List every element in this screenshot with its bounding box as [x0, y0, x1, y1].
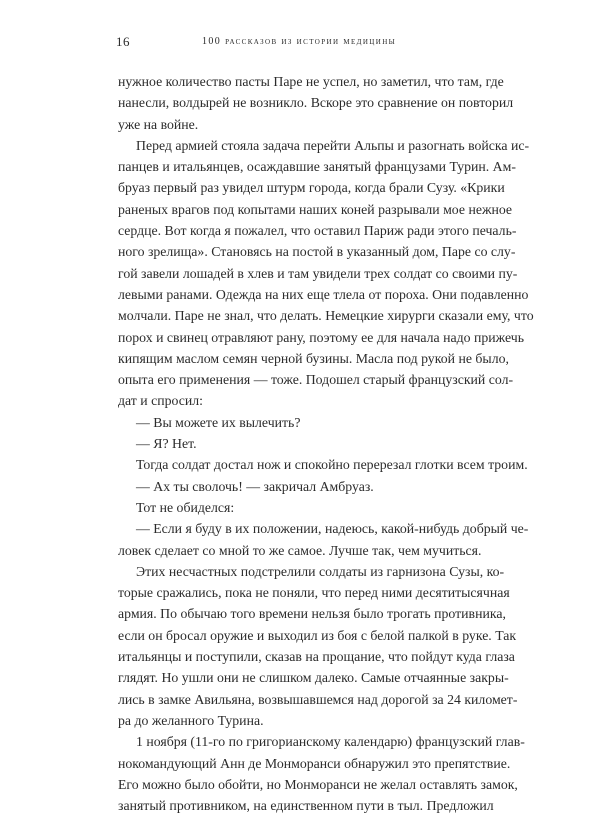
text-line: порох и свинец отравляют рану, поэтому ее для начала надо прижечь	[118, 329, 525, 345]
text-line: если он бросал оружие и выходил из боя с белой палкой в руке. Так	[118, 627, 517, 643]
text-line: гой завели лошадей в хлев и там увидели трех солдат со своими пу-	[118, 265, 518, 281]
text-line: молчали. Паре не знал, что делать. Немецкие хирурги сказали ему, что	[118, 308, 534, 324]
text-line: занятый противником, на единственном пути в тыл. Предложил	[118, 798, 494, 814]
text-line: Его можно было обойти, но Монморанси не желал оставлять замок,	[118, 776, 518, 792]
book-title: 100 рассказов из истории медицины	[202, 36, 397, 47]
text-line: уже на войне.	[118, 116, 199, 132]
text-line: — Я? Нет.	[136, 436, 197, 452]
text-line: бруаз первый раз увидел штурм города, когда брали Сузу. «Крики	[118, 180, 505, 196]
page-number: 16	[116, 34, 130, 49]
text-line: — Ах ты сволочь! — закричал Амбруаз.	[136, 478, 374, 494]
text-line: нужное количество пасты Паре не успел, но заметил, что там, где	[118, 74, 504, 89]
text-line: торые сражались, пока не поняли, что перед ними десятитысячная	[118, 585, 510, 601]
text-line: 1 ноября (11-го по григорианскому календарю) французский глав-	[136, 734, 525, 750]
text-line: армия. По обычаю того времени нельзя было трогать противника,	[118, 606, 506, 622]
text-line: сердце. Вот когда я пожалел, что оставил Париж ради этого печаль-	[118, 223, 517, 239]
text-line: кипящим маслом семян черной бузины. Масла под рукой не было,	[118, 350, 509, 366]
text-line: Тот не обиделся:	[136, 499, 235, 515]
text-line: ра до желанного Турина.	[118, 712, 264, 728]
text-line: Перед армией стояла задача перейти Альпы и разогнать войска ис-	[136, 137, 530, 153]
text-line: раненых врагов под копытами наших коней разрывали мое нежное	[118, 201, 513, 217]
text-line: Этих несчастных подстрелили солдаты из гарнизона Сузы, ко-	[136, 563, 505, 579]
text-line: глядят. Но ушли они не слишком далеко. Самые отчаянные закры-	[118, 670, 509, 686]
text-line: нокомандующий Анн де Монморанси обнаружил это препятствие.	[118, 755, 511, 771]
text-line: нанесли, волдырей не возникло. Вскоре это сравнение он повторил	[118, 95, 514, 111]
text-line: — Если я буду в их положении, надеюсь, какой-нибудь добрый че-	[136, 521, 529, 537]
running-head	[116, 34, 488, 50]
text-line: дат и спросил:	[118, 393, 203, 409]
body-text	[118, 71, 534, 816]
text-line: ного зрелища». Становясь на постой в указанный дом, Паре со слу-	[118, 244, 516, 260]
text-line: итальянцы и поступили, сказав на прощание, что пойдут куда глаза	[118, 649, 515, 665]
text-line: левыми ранами. Одежда на них еще тлела от пороха. Они подавленно	[118, 286, 529, 302]
text-line: ловек сделает со мной то же самое. Лучше так, чем мучиться.	[118, 542, 482, 558]
text-line: панцев и итальянцев, осаждавшие занятый французами Турин. Ам-	[118, 159, 516, 175]
text-line: опыта его применения — тоже. Подошел старый французский сол-	[118, 372, 514, 388]
text-line: Тогда солдат достал нож и спокойно перерезал глотки всем троим.	[136, 457, 528, 473]
text-line: — Вы можете их вылечить?	[136, 414, 301, 430]
text-line: лись в замке Авильяна, возвышавшемся над дорогой за 24 километ-	[118, 691, 518, 707]
